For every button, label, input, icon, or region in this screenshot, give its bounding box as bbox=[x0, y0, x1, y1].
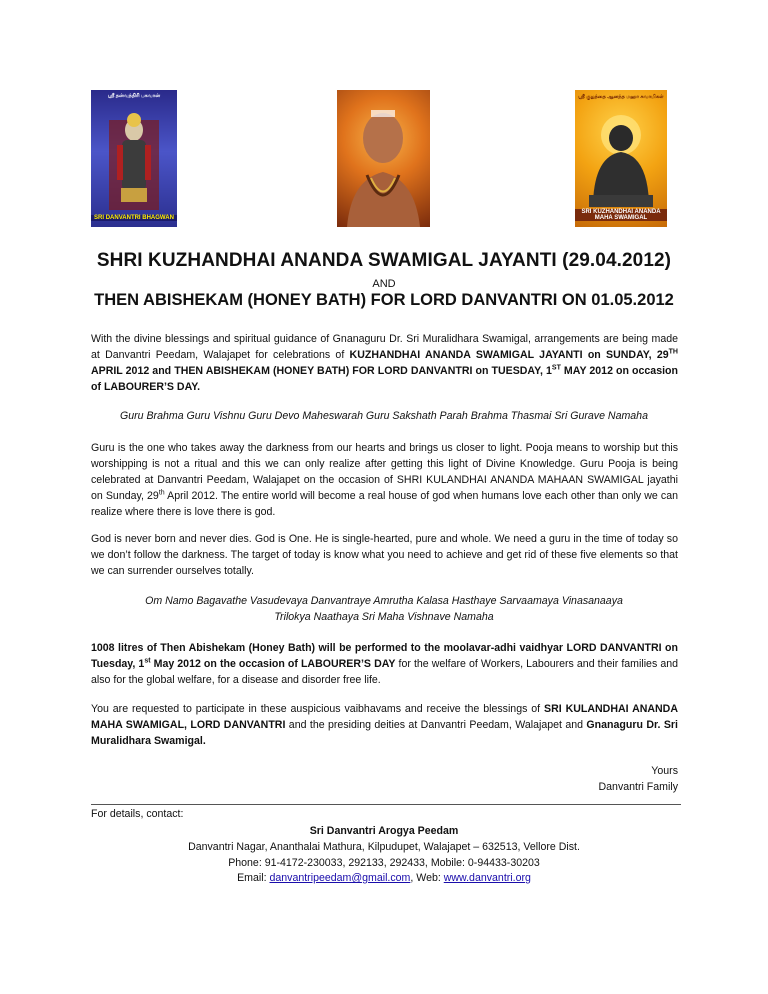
closing: Yours bbox=[651, 765, 678, 777]
email-link[interactable]: danvantripeedam@gmail.com bbox=[269, 872, 411, 884]
contact-organization: Sri Danvantri Arogya Peedam bbox=[309, 825, 459, 837]
image-caption-bottom: SRI KUZHANDHAI ANANDA MAHA SWAMIGAL bbox=[575, 209, 667, 221]
text: SRI KULANDHAI ANANDA MAHA SWAMIGAL, LORD DANVANTRI bbox=[91, 703, 678, 731]
swamigal-image bbox=[575, 90, 667, 227]
text: 1008 litres of Then Abishekam (Honey Bath) will be performed to the moolavar-adhi vaidhyar LORD DANVANTRI on Tuesday, 1 bbox=[91, 642, 678, 670]
text: April 2012. The entire world will become a real house of god when humans love each other than only we can realize where there is love there is god. bbox=[91, 490, 678, 518]
contact-address: Danvantri Nagar, Ananthalai Mathura, Kilpudupet, Walajapet – 632513, Vellore Dist. bbox=[188, 841, 580, 853]
signatory: Danvantri Family bbox=[598, 781, 678, 793]
text: You are requested to participate in these auspicious vaibhavams and receive the blessings of bbox=[91, 703, 545, 715]
sup: ST bbox=[551, 364, 561, 372]
guru-mantra: Guru Brahma Guru Vishnu Guru Devo Maheswarah Guru Sakshath Parah Brahma Thasmai Sri Gurave Namaha bbox=[120, 410, 648, 422]
portrait-figure-icon bbox=[337, 90, 430, 227]
image-caption-top: ஸ்ரீ குழந்தை ஆனந்த மஹா சுவாமிகள் bbox=[578, 94, 664, 100]
guru-paragraph bbox=[91, 440, 678, 520]
mantra-line: Trilokya Naathaya Sri Maha Vishnave Namaha bbox=[274, 611, 494, 623]
web-label: , Web: bbox=[410, 872, 444, 884]
intro-paragraph bbox=[91, 331, 678, 395]
text: for the welfare of Workers, Labourers and their families and also for the global welfare, for a disease and disorder free life. bbox=[91, 658, 678, 686]
text: and the presiding deities at Danvantri Peedam, Walajapet and bbox=[285, 719, 587, 731]
text: KUZHANDHAI ANANDA SWAMIGAL JAYANTI on SUNDAY, 29 bbox=[349, 349, 669, 361]
image-caption-bottom: SRI DANVANTRI BHAGWAN bbox=[91, 215, 177, 221]
deity-figure-icon bbox=[91, 90, 177, 227]
abishekam-paragraph bbox=[91, 640, 678, 688]
text: With the divine blessings and spiritual guidance of Gnanaguru Dr. Sri Muralidhara Swamigal, arrangements are being made at Danvantri Peedam, Walajapet for celebrations of bbox=[91, 333, 678, 361]
sup: TH bbox=[668, 348, 678, 356]
guru-portrait-image bbox=[337, 90, 430, 227]
signature-block bbox=[599, 763, 678, 795]
contact-phone: Phone: 91-4172-230033, 292133, 292433, Mobile: 0-94433-30203 bbox=[228, 857, 540, 869]
main-title: SHRI KUZHANDHAI ANANDA SWAMIGAL JAYANTI (29.04.2012) bbox=[96, 250, 672, 271]
text: May 2012 on the occasion of LABOURER’S DAY bbox=[150, 658, 396, 670]
image-caption-top: ஸ்ரீ தன்வந்திரி பகவான் bbox=[107, 93, 161, 99]
sup: st bbox=[144, 657, 151, 665]
mantra-line: Om Namo Bagavathe Vasudevaya Danvantraye Amrutha Kalasa Hasthaye Sarvaamaya Vinasanaaya bbox=[145, 595, 623, 607]
text: Gnanaguru Dr. Sri Muralidhara Swamigal. bbox=[91, 719, 678, 747]
god-paragraph: God is never born and never dies. God is One. He is single-hearted, pure and whole. We need a guru in the time of today so we don’t follow the darkness. The target of today is know what you need to achieve and get rid of these five elements so that we can surrender ourselves totally. bbox=[91, 533, 678, 577]
text: APRIL 2012 and THEN ABISHEKAM (HONEY BATH) FOR LORD DANVANTRI on TUESDAY, 1 bbox=[91, 365, 552, 377]
invitation-paragraph bbox=[91, 701, 678, 749]
contact-links bbox=[0, 870, 768, 886]
divider bbox=[91, 804, 681, 805]
email-label: Email: bbox=[237, 872, 270, 884]
title-connector: AND bbox=[372, 278, 396, 290]
website-link[interactable]: www.danvantri.org bbox=[443, 872, 531, 884]
contact-label: For details, contact: bbox=[91, 808, 184, 820]
text: MAY 2012 on occasion of LABOURER’S DAY. bbox=[91, 365, 678, 393]
sub-title: THEN ABISHEKAM (HONEY BATH) FOR LORD DANVANTRI ON 01.05.2012 bbox=[94, 291, 674, 309]
swamigal-figure-icon bbox=[575, 90, 667, 227]
danvantri-mantra bbox=[0, 593, 768, 625]
deity-image-danvantri bbox=[91, 90, 177, 227]
sup: th bbox=[158, 489, 165, 497]
text: Guru is the one who takes away the darkness from our hearts and brings us closer to light. Pooja means to worship but this worshipping is not a ritual and this we can only realize after getting this light of Divine Knowledge. Guru Pooja is being celebrated at Danvantri Peedam, Walajapet on the occasion of SHRI KULANDHAI ANANDA MAHAAN SWAMIGAL jayathi on Sunday, 29 bbox=[91, 442, 678, 502]
